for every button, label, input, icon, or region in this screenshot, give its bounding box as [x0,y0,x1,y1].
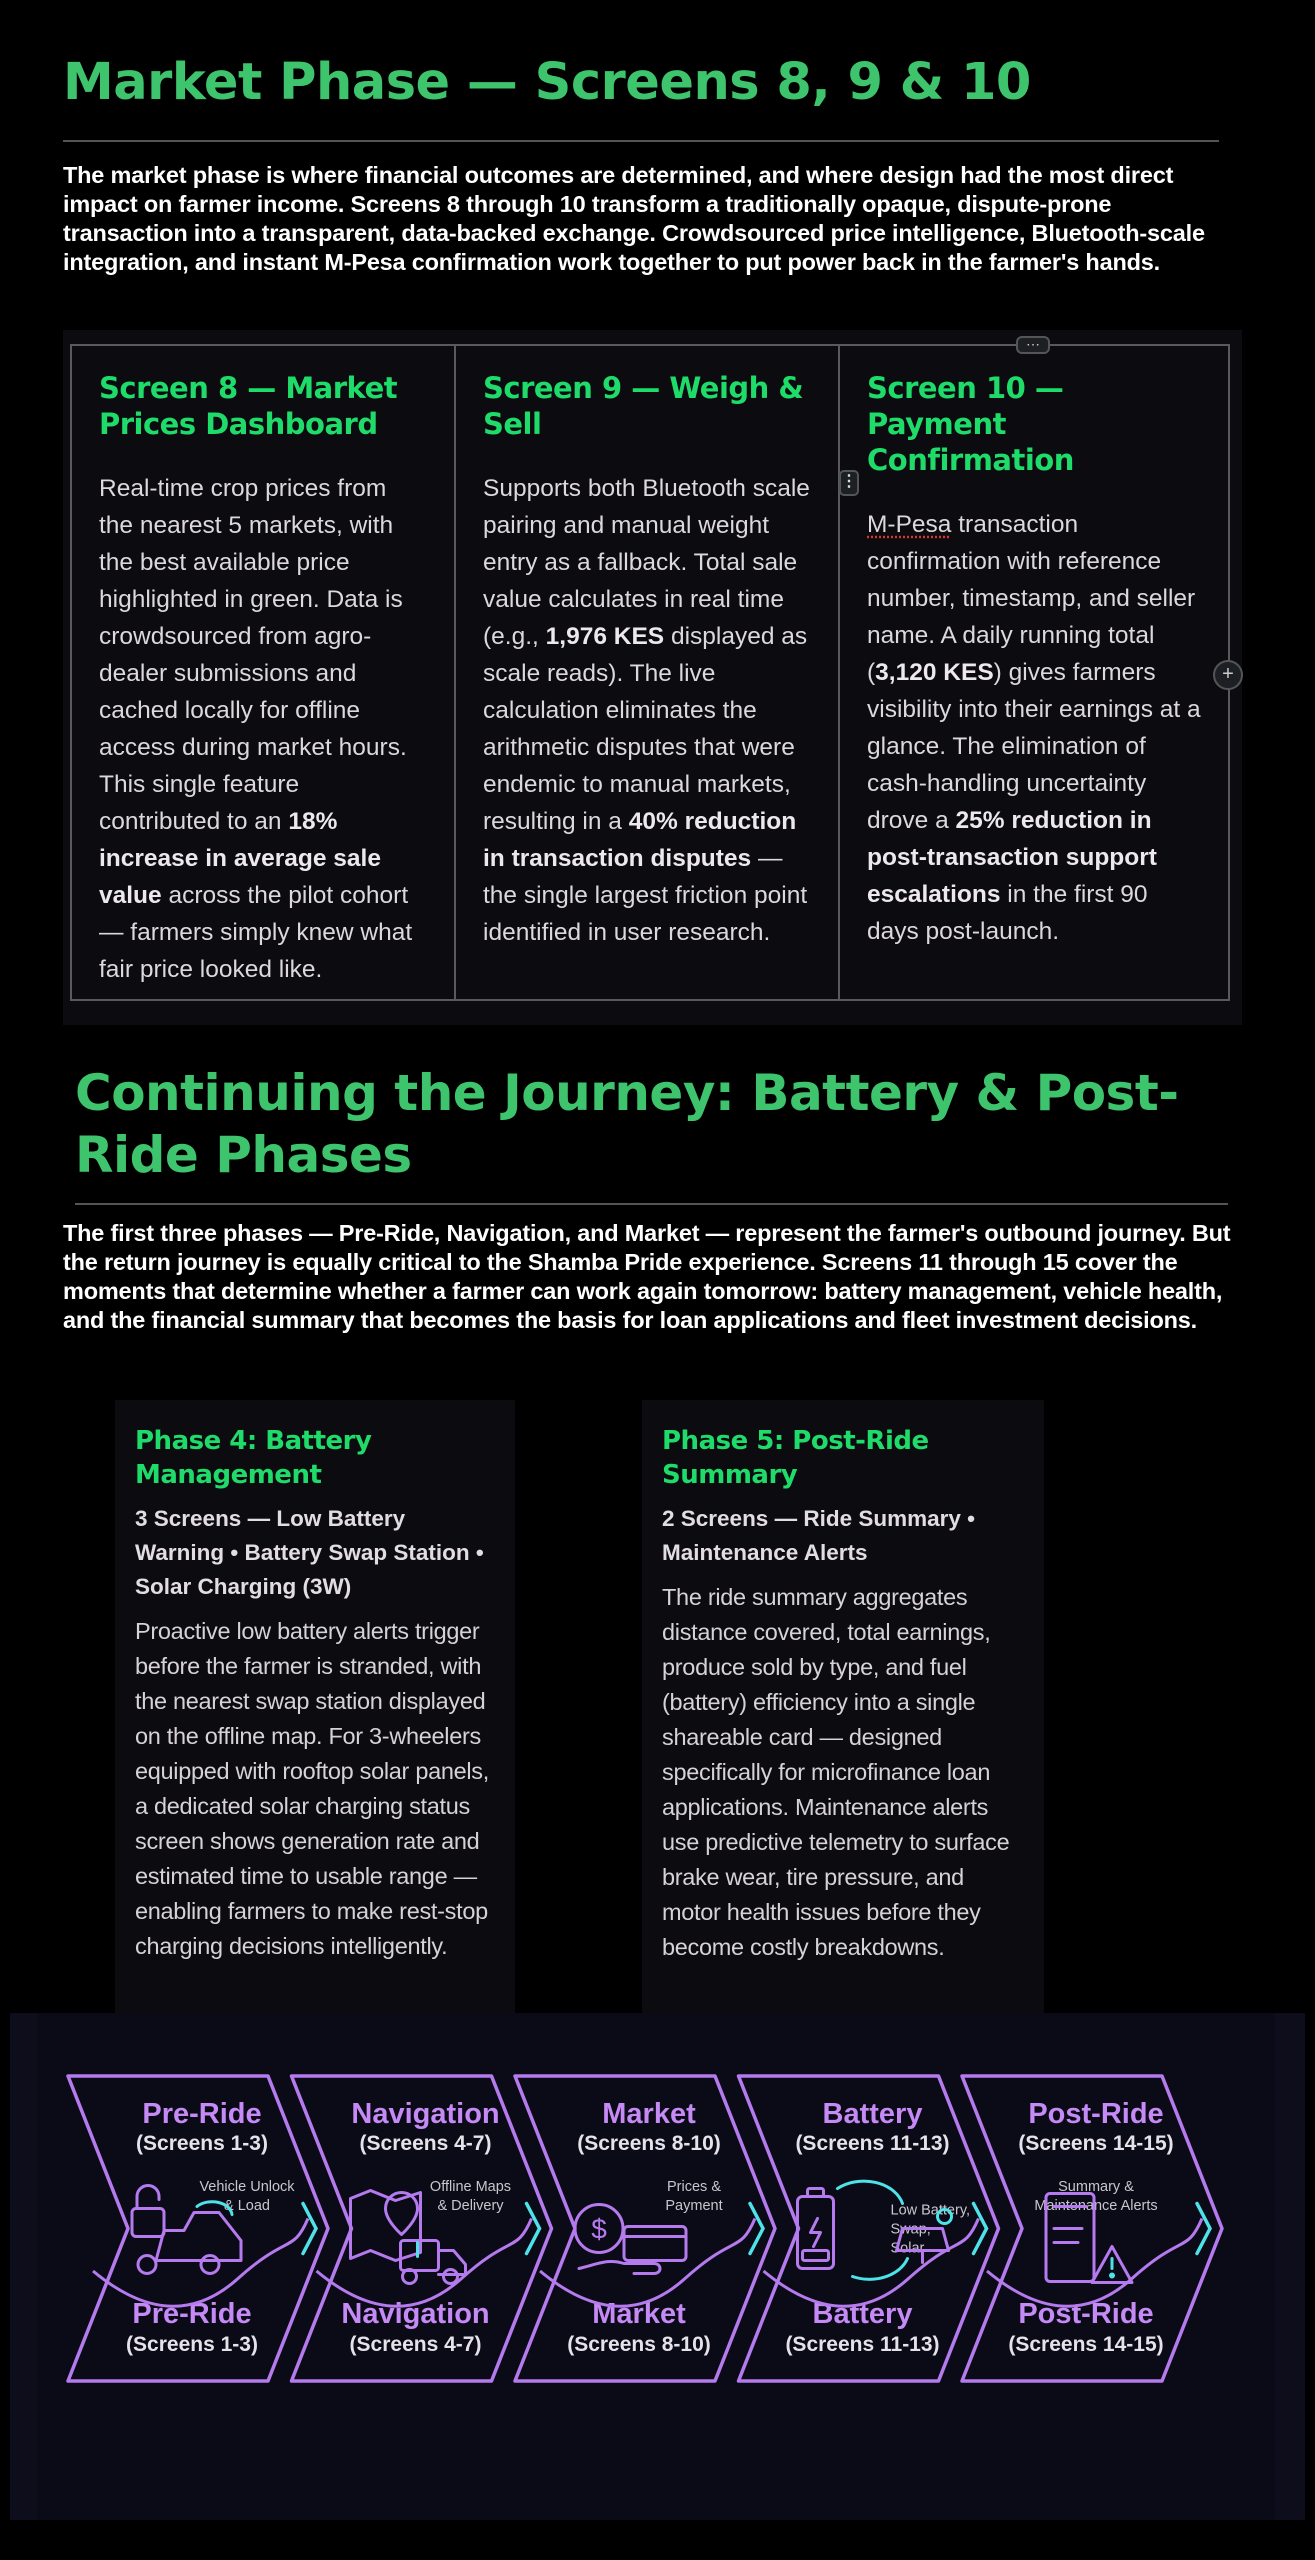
screen-8-column [72,346,454,999]
section-divider [75,1203,1228,1205]
step-caption: Vehicle Unlock [199,2179,295,2195]
text-run: across the pilot cohort — farmers simply knew what fair price looked like. [99,882,413,983]
step-screens-bottom: (Screens 11-13) [785,2333,940,2356]
screen-9-title: Screen 9 — Weigh & Sell [483,371,804,441]
text-run: displayed as scale reads). The live calculation eliminates the arithmetic disputes that were endemic to manual markets, resulting in a [483,623,808,835]
screen-8-description[interactable] [99,470,427,988]
step-screens: (Screens 4-7) [359,2132,492,2155]
accent-arrow-icon [750,2204,763,2254]
text-run: — the single largest friction point identified in user research. [483,845,808,946]
step-screens-bottom: (Screens 8-10) [567,2333,711,2356]
journey-step-pre-ride [68,2076,328,2381]
step-caption: Maintenance Alerts [1034,2198,1158,2214]
text-run: in the first 90 days post-launch. [867,881,1148,945]
journey-step-post-ride [962,2076,1222,2381]
step-caption: Low Battery, [890,2202,971,2219]
step-screens-bottom: (Screens 1-3) [126,2333,258,2356]
step-caption: & Load [224,2198,270,2214]
step-title: Market [602,2098,696,2130]
highlight-value: 3,120 KES [875,659,994,686]
journey-diagram-image [10,2013,1305,2520]
market-intro-paragraph: The market phase is where financial outcomes are determined, and where design had the most direct impact on farmer income. Screens 8 through 10 transform a traditionally opaque, dispute-prone transaction into a transparent, data-backed exchange. Crowdsourced price intelligence, Bluetooth-scale integration, and instant M-Pesa confirmation work together to put power back in the farmer's hands. [63,162,1205,275]
journey-step-battery [739,2076,999,2381]
screen-9-column [454,346,838,999]
journey-intro-paragraph: The first three phases — Pre-Ride, Navigation, and Market — represent the farmer's outbound journey. But the return journey is equally critical to the Shamba Pride experience. Screens 11 through 15 cover the moments that determine whether a farmer can work again tomorrow: battery management, vehicle health, and the financial summary that becomes the basis for loan applications and fleet investment decisions. [63,1220,1231,1333]
step-screens: (Screens 8-10) [577,2132,721,2155]
step-caption: Offline Maps [429,2179,512,2195]
journey-step-market [515,2076,775,2381]
highlight-metric: 40% reduction in transaction disputes [483,808,797,872]
screens-table [70,344,1230,1001]
step-title: Pre-Ride [142,2098,262,2130]
more-horizontal-icon: ⋯ [1026,336,1040,352]
step-screens: (Screens 1-3) [136,2132,268,2155]
step-caption: Prices & [667,2179,721,2195]
payment-icon [575,2205,686,2274]
phase-4-description: Proactive low battery alerts trigger before the farmer is stranded, with the nearest swap station displayed on the offline map. For 3-wheelers equipped with rooftop solar panels, a dedicated solar charging status screen shows generation rate and estimated time to usable range — enabling farmers to make rest-stop charging decisions intelligently. [135,1618,489,1959]
text-run: ) gives farmers visibility into their earnings at a glance. The elimination of cash-handling uncertainty drove a [867,659,1201,834]
accent-arrow-icon [1197,2204,1210,2254]
highlight-value: 1,976 KES [545,623,665,650]
plus-icon: + [1222,663,1234,685]
step-title: Battery [822,2098,923,2130]
step-title-bottom: Market [592,2298,686,2330]
phase-5-description: The ride summary aggregates distance covered, total earnings, produce sold by type, and fuel (battery) efficiency into a single shareable card — designed specifically for microfinance loan applications. Maintenance alerts use predictive telemetry to surface brake wear, tire pressure, and motor health issues before they become costly breakdowns. [662,1584,1010,1960]
phase-4-title: Phase 4: Battery Management [135,1426,372,1490]
table-more-options-button[interactable] [1016,336,1050,354]
screen-10-title: Screen 10 — Payment Confirmation [867,371,1074,477]
accent-arrow-icon [303,2204,316,2254]
step-caption: Solar [890,2240,925,2257]
phase-5-screens-list: 2 Screens — Ride Summary • Maintenance Alerts [662,1506,976,1565]
journey-chevron-diagram [10,2013,1305,2520]
section-divider [63,140,1219,142]
spellcheck-word[interactable]: M-Pesa [867,511,952,538]
journey-step-navigation [292,2076,552,2381]
step-title-bottom: Post-Ride [1018,2298,1154,2330]
step-screens: (Screens 14-15) [1018,2132,1174,2155]
journey-heading: Continuing the Journey: Battery & Post-Ride Phases [75,1064,1179,1184]
accent-arrow-icon [974,2204,987,2254]
block-drag-handle[interactable] [839,470,859,496]
phase-4-card [115,1400,515,2013]
screen-9-description[interactable] [483,470,811,951]
text-run: Supports both Bluetooth scale pairing and manual weight entry as a fallback. Total sale value calculates in real time (e.g., [483,475,810,650]
step-caption: Payment [665,2198,723,2214]
dollar-sign-glyph: $ [591,2213,607,2245]
step-title-bottom: Battery [812,2298,913,2330]
step-screens: (Screens 11-13) [795,2132,950,2155]
market-phase-heading: Market Phase — Screens 8, 9 & 10 [63,53,1031,112]
phase-5-card [642,1400,1044,2013]
step-title-bottom: Pre-Ride [132,2298,252,2330]
screen-10-column [838,346,1228,999]
highlight-metric: 25% reduction in post-transaction support escalations [867,807,1157,908]
text-run: transaction confirmation with reference number, timestamp, and seller name. A daily running total ( [867,511,1196,686]
text-run: Real-time crop prices from the nearest 5 markets, with the best available price highlighted in green. Data is crowdsourced from agro-dealer submissions and cached locally for offline access during market hours. This single feature contributed to an [99,475,407,835]
step-caption: Summary & [1058,2179,1134,2195]
add-column-button[interactable] [1213,660,1243,690]
accent-arrow-icon [527,2204,540,2254]
screens-table-panel [63,330,1242,1025]
screen-8-title: Screen 8 — Market Prices Dashboard [99,371,398,441]
step-screens-bottom: (Screens 4-7) [349,2333,482,2356]
step-title-bottom: Navigation [341,2298,490,2330]
drag-vertical-icon: ⋮ [841,473,857,490]
step-title: Navigation [351,2098,500,2130]
step-caption: & Delivery [437,2198,504,2214]
screen-10-description[interactable] [867,506,1201,950]
phase-4-screens-list: 3 Screens — Low Battery Warning • Battery Swap Station • Solar Charging (3W) [135,1506,484,1599]
step-caption: Swap, [890,2221,931,2238]
step-screens-bottom: (Screens 14-15) [1008,2333,1164,2356]
phase-5-title: Phase 5: Post-Ride Summary [662,1426,929,1490]
highlight-metric: 18% increase in average sale value [99,808,381,909]
step-title: Post-Ride [1028,2098,1164,2130]
